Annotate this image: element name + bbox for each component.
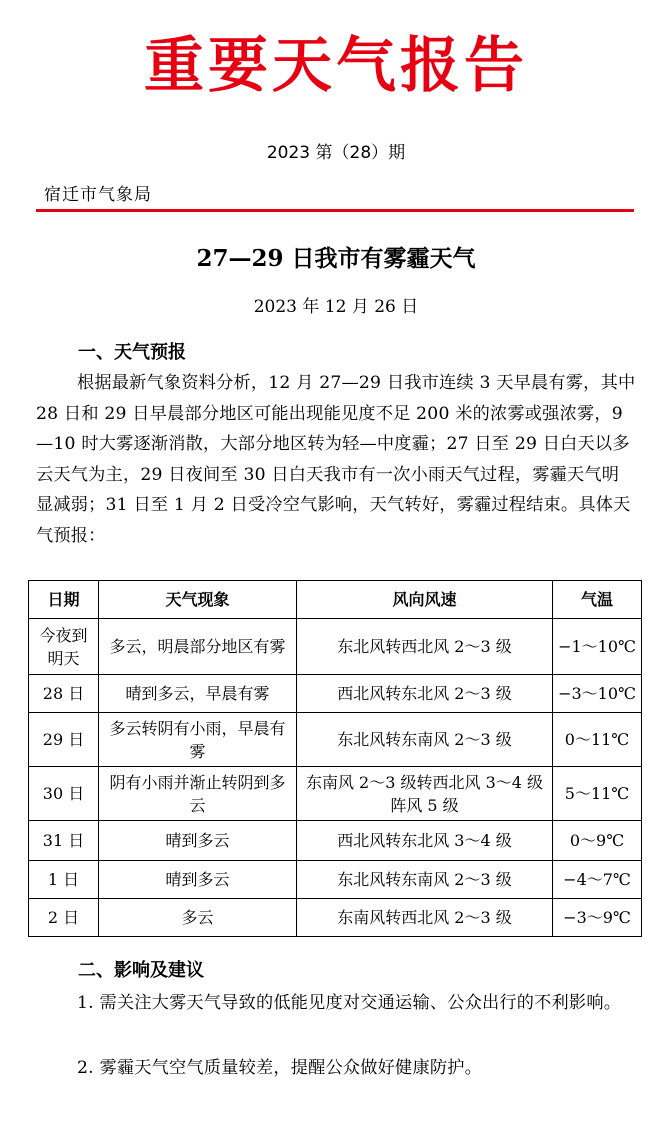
cell-weather: 多云	[99, 899, 297, 937]
cell-weather: 晴到多云，早晨有雾	[99, 675, 297, 713]
advice-item-1: 1. 需关注大雾天气导致的低能见度对交通运输、公众出行的不利影响。	[77, 993, 622, 1013]
table-row	[29, 713, 642, 767]
table-header-row	[29, 581, 642, 619]
cell-date: 30 日	[29, 767, 99, 821]
cell-weather: 阴有小雨并渐止转阴到多云	[99, 767, 297, 821]
cell-weather: 多云，明晨部分地区有雾	[99, 619, 297, 675]
cell-date: 29 日	[29, 713, 99, 767]
section-forecast-title: 一、天气预报	[78, 342, 186, 363]
header-date: 日期	[29, 581, 99, 619]
cell-wind: 东北风转西北风 2～3 级	[297, 619, 553, 675]
cell-date: 今夜到明天	[29, 619, 99, 675]
cell-temp: 0～9℃	[553, 821, 642, 861]
cell-temp: −3～10℃	[553, 675, 642, 713]
advice-item-2: 2. 雾霾天气空气质量较差，提醒公众做好健康防护。	[77, 1058, 482, 1078]
cell-weather: 多云转阴有小雨，早晨有雾	[99, 713, 297, 767]
cell-wind: 西北风转东北风 2～3 级	[297, 675, 553, 713]
forecast-table	[28, 580, 642, 937]
cell-date: 2 日	[29, 899, 99, 937]
cell-wind: 东南风转西北风 2～3 级	[297, 899, 553, 937]
report-date: 2023 年 12 月 26 日	[253, 297, 419, 317]
masthead-title: 重要天气报告	[144, 31, 528, 101]
cell-weather: 晴到多云	[99, 861, 297, 899]
table-row	[29, 899, 642, 937]
section-advice-title: 二、影响及建议	[78, 960, 204, 981]
cell-wind: 东北风转东南风 2～3 级	[297, 861, 553, 899]
cell-temp: −3～9℃	[553, 899, 642, 937]
cell-temp: −1～10℃	[553, 619, 642, 675]
cell-weather: 晴到多云	[99, 821, 297, 861]
cell-temp: 5～11℃	[553, 767, 642, 821]
cell-date: 28 日	[29, 675, 99, 713]
table-row	[29, 861, 642, 899]
cell-temp: 0～11℃	[553, 713, 642, 767]
issuing-agency: 宿迁市气象局	[44, 185, 152, 205]
table-row	[29, 767, 642, 821]
table-row	[29, 675, 642, 713]
forecast-paragraph: 根据最新气象资料分析，12 月 27—29 日我市连续 3 天早晨有雾，其中 28 日和 29 日早晨部分地区可能出现能见度不足 200 米的浓雾或强浓雾，9—10 时大雾逐渐消散，大部分地区转为轻—中度霾；27 日至 29 日白天以多云天气为主，29 日夜间至 30 日白天我市有一次小雨天气过程，雾霾天气明显减弱；31 日至 1 月 2 日受冷空气影响，天气转好，雾霾过程结束。具体天气预报：	[36, 373, 636, 546]
header-temp: 气温	[553, 581, 642, 619]
cell-wind: 东南风 2～3 级转西北风 3～4 级阵风 5 级	[297, 767, 553, 821]
cell-date: 31 日	[29, 821, 99, 861]
red-divider-line	[36, 209, 634, 212]
header-weather: 天气现象	[99, 581, 297, 619]
report-headline: 27—29 日我市有雾霾天气	[196, 245, 476, 272]
issue-number: 2023 第（28）期	[266, 143, 406, 163]
table-row	[29, 619, 642, 675]
cell-wind: 东北风转东南风 2～3 级	[297, 713, 553, 767]
table-row	[29, 821, 642, 861]
header-wind: 风向风速	[297, 581, 553, 619]
cell-wind: 西北风转东北风 3～4 级	[297, 821, 553, 861]
cell-date: 1 日	[29, 861, 99, 899]
cell-temp: −4～7℃	[553, 861, 642, 899]
